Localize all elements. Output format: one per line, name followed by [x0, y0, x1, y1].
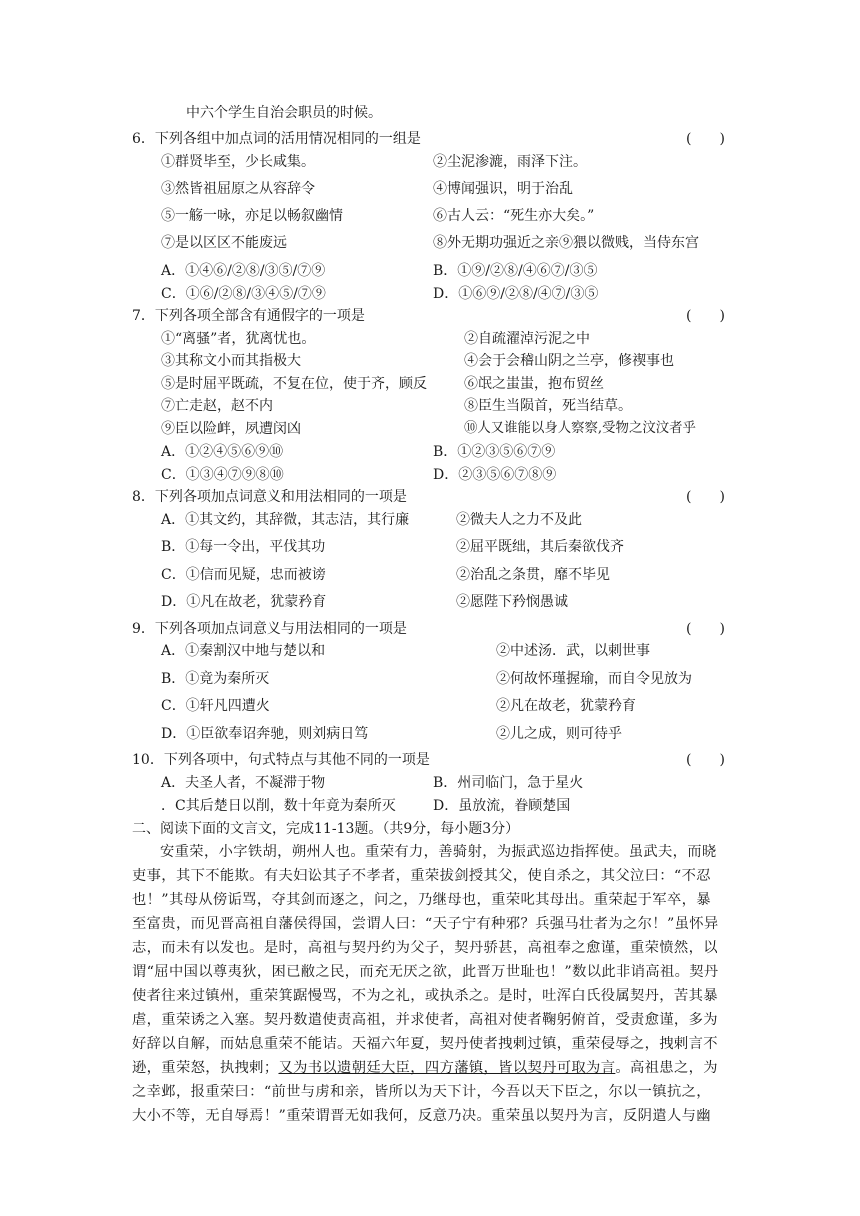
q10-option-a: A．夫圣人者，不凝滞于物: [161, 775, 326, 791]
q7-item: ⑦亡走赵，赵不内: [161, 398, 273, 414]
carryover-line: 中六个学生自治会职员的时候。: [186, 105, 382, 121]
passage-line: 使者往来过镇州，重荣箕踞慢骂，不为之礼，或执杀之。是时，吐浑白氏役属契丹，苦其暴: [132, 988, 718, 1004]
q7-item: ②自疏濯淖污泥之中: [464, 331, 590, 347]
question-7-stem: 7．下列各项全部含有通假字的一项是: [132, 308, 365, 324]
q7-option-c: C．①③④⑦⑨⑧⑩: [161, 467, 284, 483]
answer-blank-10: ( ): [686, 752, 725, 768]
passage-line: 大小不等，无自辱焉！”重荣谓晋无如我何，反意乃决。重荣虽以契丹为言，反阴遣人与幽: [132, 1108, 711, 1124]
passage-text: 。高祖患之，为: [615, 1060, 718, 1076]
q6-item: ①群贤毕至，少长咸集。: [161, 154, 315, 170]
passage-line: 谓“屈中国以尊夷狄，困已敝之民，而充无厌之欲，此晋万世耻也！”数以此非诮高祖。契丹: [132, 964, 719, 980]
q9-option-d-1: D．①臣欲奉诏奔驰，则刘病日笃: [161, 726, 369, 742]
q9-option-a-1: A．①秦割汉中地与楚以和: [161, 643, 326, 659]
q6-option-c: C．①⑥/②⑧/③④⑤/⑦⑨: [161, 286, 326, 302]
underlined-sentence: 又为书以遗朝廷大臣，四方藩镇，皆以契丹可取为言: [278, 1060, 616, 1076]
q6-item: ④博闻强识，明于治乱: [433, 181, 573, 197]
q7-option-b: B．①②③⑤⑥⑦⑨: [433, 444, 556, 460]
q8-option-a-2: ②微夫人之力不及此: [456, 512, 582, 528]
passage-line: 也！”其母从傍诟骂，夺其剑而逐之，问之，乃继母也，重荣叱其母出。重荣起于军卒，暴: [132, 892, 711, 908]
q7-item: ⑩人又谁能以身人察察,受物之汶汶者乎: [464, 421, 696, 436]
q9-option-c-1: C．①轩凡四遭火: [161, 698, 270, 714]
q8-option-a-1: A．①其文约，其辞微，其志洁，其行廉: [161, 512, 410, 528]
q9-option-b-1: B．①竟为秦所灭: [161, 671, 270, 687]
passage-line: 虐，重荣诱之入塞。契丹数遣使责高祖，并求使者，高祖对使者鞠躬俯首，受责愈谨，多为: [132, 1012, 718, 1028]
q6-item: ⑤一觞一咏，亦足以畅叙幽情: [161, 208, 343, 224]
q7-option-d: D．②③⑤⑥⑦⑧⑨: [433, 467, 557, 483]
q6-option-d: D．①⑥⑨/②⑧/④⑦/③⑤: [433, 286, 599, 302]
q9-option-c-2: ②凡在故老，犹蒙矜育: [496, 698, 636, 714]
q8-option-d-1: D．①凡在故老，犹蒙矜育: [161, 594, 327, 610]
passage-line: 至富贵，而见晋高祖自藩侯得国，尝谓人曰：“天子宁有种邪？兵强马壮者为之尔！”虽怀异: [132, 916, 719, 932]
passage-line: 吏事，其下不能欺。有夫妇讼其子不孝者，重荣拔剑授其父，使自杀之，其父泣曰：“不忍: [132, 868, 711, 884]
question-10-stem: 10．下列各项中，句式特点与其他不同的一项是: [132, 752, 430, 768]
q7-option-a: A．①②④⑤⑥⑨⑩: [161, 444, 284, 460]
q8-option-c-1: C．①信而见疑，忠而被谤: [161, 567, 326, 583]
passage-line: 志，而未有以发也。是时，高祖与契丹约为父子，契丹骄甚，高祖奉之愈谨，重荣愤然，以: [132, 940, 718, 956]
q10-option-c: ．C其后楚日以削，数十年竟为秦所灭: [161, 798, 396, 814]
q10-option-d: D．虽放流，眷顾楚国: [433, 798, 571, 814]
q8-option-c-2: ②治乱之条贯，靡不毕见: [456, 567, 610, 583]
q6-item: ③然皆祖屈原之从容辞令: [161, 181, 315, 197]
q7-item: ⑥氓之蚩蚩，抱布贸丝: [464, 376, 604, 392]
passage-line: 之幸邺，报重荣曰：“前世与虏和亲，皆所以为天下计，今吾以天下臣之，尔以一镇抗之，: [132, 1084, 711, 1100]
question-9-stem: 9．下列各项加点词意义与用法相同的一项是: [132, 621, 407, 637]
passage-line: 好辞以自解，而姑息重荣不能诘。天福六年夏，契丹使者拽剌过镇，重荣侵辱之，拽剌言不: [132, 1036, 718, 1052]
q6-option-b: B．①⑨/②⑧/④⑥⑦/③⑤: [433, 263, 598, 279]
q6-item: ⑧外无期功强近之亲⑨猥以微贱，当侍东宫: [433, 235, 699, 251]
q8-option-b-1: B．①每一令出，平伐其功: [161, 539, 326, 555]
passage-line: 安重荣，小字铁胡，朔州人也。重荣有力，善骑射，为振武巡边指挥使。虽武夫，而晓: [160, 844, 717, 860]
q8-option-d-2: ②愿陛下矜悯愚诚: [456, 594, 568, 610]
q7-item: ⑨臣以险衅，夙遭闵凶: [161, 421, 301, 437]
answer-blank-7: ( ): [686, 308, 725, 324]
q6-item: ②尘泥渗漉，雨泽下注。: [433, 154, 587, 170]
q7-item: ④会于会稽山阴之兰亭，修禊事也: [464, 353, 674, 369]
q9-option-a-2: ②中述汤．武，以刺世事: [496, 643, 650, 659]
q6-item: ⑦是以区区不能废远: [161, 235, 287, 251]
answer-blank-9: ( ): [686, 621, 725, 637]
q7-item: ⑧臣生当陨首，死当结草。: [464, 398, 632, 414]
passage-line-underlined: [132, 1059, 718, 1077]
q9-option-b-2: ②何故怀瑾握瑜，而自令见放为: [496, 671, 692, 687]
q6-option-a: A．①④⑥/②⑧/③⑤/⑦⑨: [161, 263, 326, 279]
section-2-heading: 二、阅读下面的文言文，完成11-13题。（共9分，每小题3分）: [132, 821, 520, 837]
q6-item: ⑥古人云：“死生亦大矣。”: [433, 208, 595, 224]
q10-option-b: B．州司临门，急于星火: [433, 775, 584, 791]
q9-option-d-2: ②儿之成，则可待乎: [496, 726, 622, 742]
q8-option-b-2: ②屈平既绌，其后秦欲伐齐: [456, 539, 624, 555]
q7-item: ⑤是时屈平既疏，不复在位，使于齐，顾反: [161, 376, 427, 392]
question-6-stem: 6．下列各组中加点词的活用情况相同的一组是: [132, 131, 421, 147]
passage-text: 逊，重荣怒，执拽剌；: [132, 1060, 279, 1076]
q7-item: ①“离骚”者，犹离忧也。: [161, 331, 316, 347]
answer-blank-6: ( ): [686, 131, 725, 147]
question-8-stem: 8．下列各项加点词意义和用法相同的一项是: [132, 489, 407, 505]
answer-blank-8: ( ): [686, 489, 725, 505]
q7-item: ③其称文小而其指极大: [161, 353, 301, 369]
